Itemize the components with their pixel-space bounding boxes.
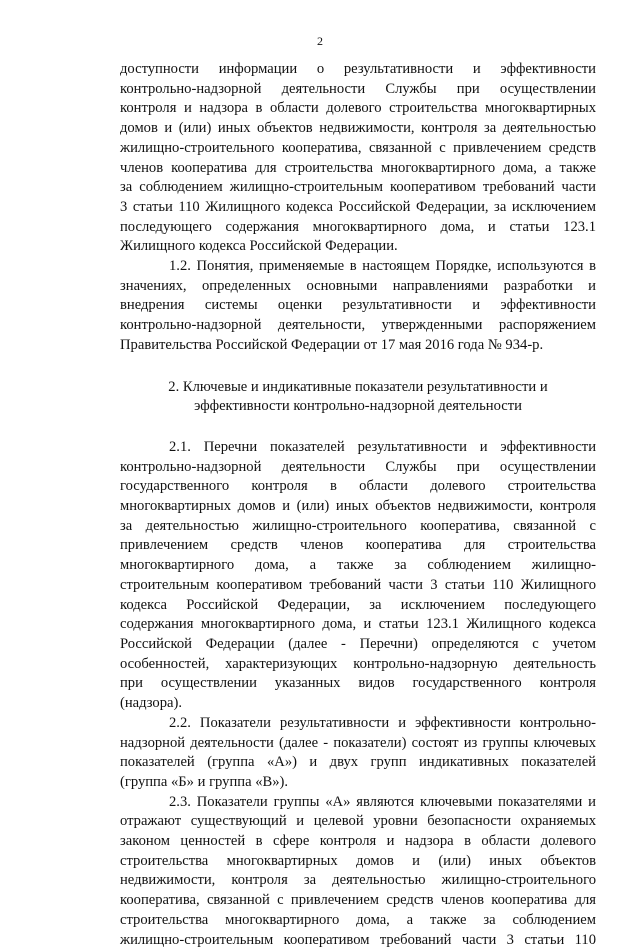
text-line: 3 статьи 110 Жилищного кодекса Российской Федерации, за исключением (120, 198, 596, 215)
text-line: надзорной деятельности (далее - показатели) состоят из группы ключевых (120, 734, 596, 751)
text-line: законом ценностей в сфере контроля и надзора в области долевого (120, 833, 596, 850)
text-line: привлечением средств членов кооператива для строительства (120, 537, 596, 554)
heading-line: эффективности контрольно-надзорной деятельности (194, 398, 522, 415)
text-line: доступности информации о результативности и эффективности (120, 61, 596, 77)
text-line: показателей (группа «А») и двух групп индикативных показателей (120, 754, 596, 771)
text-line: Российской Федерации (далее - Перечни) определяются с учетом (120, 635, 596, 652)
text-line: (группа «Б» и группа «В»). (120, 773, 289, 790)
text-line: контрольно-надзорной деятельности Службы при осуществлении (120, 80, 596, 97)
text-line: строительным кооперативом требований части 3 статьи 110 Жилищного (120, 576, 596, 593)
text-line: кооператива, связанной с привлечением средств членов кооператива для (120, 892, 596, 909)
text-line: контрольно-надзорной деятельности Службы при осуществлении (120, 458, 596, 475)
text-line: строительства многоквартирного дома, а также за соблюдением (120, 911, 596, 928)
text-line: многоквартирного дома, а также за соблюдением жилищно- (120, 557, 596, 574)
text-line: 2.2. Показатели результативности и эффективности контрольно- (169, 714, 596, 731)
text-line: 2.1. Перечни показателей результативности и эффективности (169, 438, 596, 455)
text-line: жилищно-строительным кооперативом требований части 3 статьи 110 (120, 931, 596, 948)
paragraph-2-2 (120, 714, 596, 793)
text-line: Правительства Российской Федерации от 17 мая 2016 года № 934-р. (120, 336, 544, 353)
text-line: членов кооператива для строительства многоквартирного дома, а также (120, 159, 596, 176)
section-2-heading (120, 378, 596, 417)
text-line: за деятельностью жилищно-строительного кооператива, связанной с (120, 517, 596, 534)
text-line: кодекса Российской Федерации, за исключением последующего (120, 596, 596, 613)
text-line: Жилищного кодекса Российской Федерации. (120, 238, 398, 255)
text-line: значениях, определенных основными направлениями разработки и (120, 277, 596, 294)
paragraph-1-2 (120, 257, 596, 356)
text-line: 2.3. Показатели группы «А» являются ключевыми показателями и (169, 793, 596, 810)
heading-line: 2. Ключевые и индикативные показатели результативности и (168, 378, 548, 395)
text-line: многоквартирных домов и (или) иных объектов недвижимости, контроля (120, 498, 596, 515)
text-line: особенностей, характеризующих контрольно-надзорную деятельность (120, 655, 596, 672)
text-line: при осуществлении указанных видов государственного контроля (120, 675, 596, 692)
text-line: контроля и надзора в области долевого строительства многоквартирных (120, 100, 596, 117)
text-line: жилищно-строительного кооператива, связанной с привлечением средств (120, 139, 596, 156)
text-line: домов и (или) иных объектов недвижимости, контроля за деятельностью (120, 120, 596, 137)
text-line: внедрения системы оценки результативности и эффективности (120, 297, 596, 314)
text-line: строительства многоквартирных домов и (или) иных объектов (120, 852, 596, 869)
intro-paragraph (120, 60, 596, 257)
document-body (120, 60, 596, 950)
text-line: за соблюдением жилищно-строительным кооперативом требований части (120, 179, 596, 196)
text-line: содержания многоквартирного дома, и статьи 123.1 Жилищного кодекса (120, 616, 596, 633)
text-line: (надзора). (120, 695, 183, 712)
paragraph-2-3 (120, 793, 596, 950)
text-line: недвижимости, контроля за деятельностью жилищно-строительного (120, 872, 596, 889)
text-line: контрольно-надзорной деятельности, утвержденными распоряжением (120, 317, 596, 334)
text-line: последующего содержания многоквартирного дома, и статьи 123.1 (120, 218, 596, 235)
paragraph-2-1 (120, 438, 596, 714)
text-line: 1.2. Понятия, применяемые в настоящем Порядке, используются в (169, 258, 596, 275)
page-number: 2 (317, 34, 323, 48)
text-line: отражают существующий и целевой уровни безопасности охраняемых (120, 813, 596, 830)
text-line: государственного контроля в области долевого строительства (120, 478, 596, 495)
